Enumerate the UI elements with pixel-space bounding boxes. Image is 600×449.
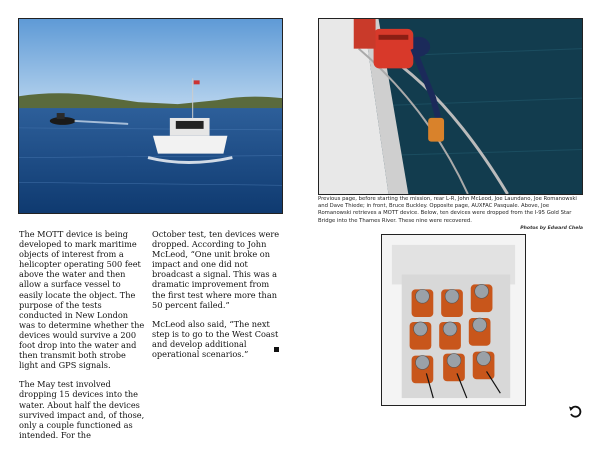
article-paragraph: McLeod also said, “The next step is to go to the West Coast and develop additional operational scenarios.” xyxy=(152,318,279,360)
photo-boats-on-water xyxy=(18,18,283,214)
article-paragraph: The MOTT device is being developed to mark maritime objects of interest from a helicopter operating 500 feet above the water and then allow a surface vessel to easily locate the object. The purpose of the tests conducted in New London was to determine whether the devices would survive a 200 foot drop into the water and then transmit both strobe light and GPS signals. xyxy=(19,229,145,371)
photo-retrieving-mott-device xyxy=(318,18,583,195)
article-column-left xyxy=(19,229,145,449)
photo-recovered-devices xyxy=(381,234,526,406)
article-paragraph: The May test involved dropping 15 devices into the water. About half the devices survived impact and, of those, only a couple functioned as intended. For the xyxy=(19,379,145,440)
article-column-middle xyxy=(152,229,282,368)
square-end-mark xyxy=(274,347,279,352)
article-paragraph: October test, ten devices were dropped. According to John McLeod, “One unit broke on impact and one did not broadcast a signal. This was a dramatic improvement from the first test where more than 50 percent failed.” xyxy=(152,229,280,310)
photo-caption: Previous page, before starting the mission, rear L-R, John McLeod, Joe Laundano, Joe Romanowski and Dave Thiede; in front, Bruce Buckley. Opposite page, AUXFAC Pasquale. Above, Joe Romanowski retrieves a MOTT device. Below, ten devices were dropped from the I-95 Gold Star Bridge into the Thames River. These nine were recovered. xyxy=(318,196,577,224)
photo-credit: Photos by Edward Chela xyxy=(520,226,583,231)
turn-page-arrow-icon[interactable] xyxy=(568,404,582,418)
